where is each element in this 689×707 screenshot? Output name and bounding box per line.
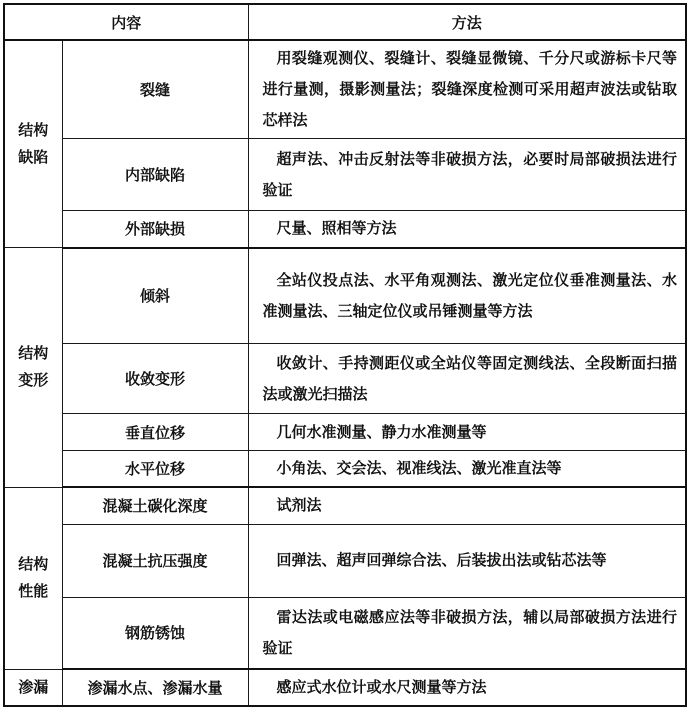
- table-row: [4, 211, 686, 248]
- category-label: 结构 性能: [18, 555, 49, 600]
- method-cell: 小角法、交会法、视准线法、激光准直法等: [248, 451, 686, 488]
- item-cell: 水平位移: [62, 451, 248, 488]
- method-cell: 超声法、冲击反射法等非破损方法，必要时局部破损法进行验证: [248, 139, 686, 211]
- category-leakage: 渗漏: [4, 669, 62, 706]
- table-row: [4, 451, 686, 488]
- category-label: 结构 缺陷: [18, 121, 49, 166]
- item-cell: 渗漏水点、渗漏水量: [62, 669, 248, 706]
- table-row: [4, 597, 686, 669]
- table-row: [4, 344, 686, 414]
- item-cell: 混凝土碳化深度: [62, 487, 248, 524]
- table-row: [4, 669, 686, 706]
- method-cell: 用裂缝观测仪、裂缝计、裂缝显微镜、千分尺或游标卡尺等进行量测，摄影测量法；裂缝深度检测可采用超声波法或钻取芯样法: [248, 40, 686, 139]
- header-content: 内容: [4, 4, 248, 40]
- method-cell: 感应式水位计或水尺测量等方法: [248, 669, 686, 706]
- table-row: [4, 139, 686, 211]
- category-label: 结构 变形: [18, 344, 49, 390]
- method-cell: 回弹法、超声回弹综合法、后装拔出法或钻芯法等: [248, 524, 686, 597]
- method-cell: 试剂法: [248, 487, 686, 524]
- table-row: [4, 414, 686, 451]
- item-cell: 倾斜: [62, 248, 248, 344]
- table-row: [4, 40, 686, 139]
- item-cell: 钢筋锈蚀: [62, 597, 248, 669]
- method-cell: 几何水准测量、静力水准测量等: [248, 414, 686, 451]
- table-row: [4, 248, 686, 344]
- table-row: [4, 524, 686, 597]
- category-structural-performance: [4, 487, 62, 669]
- inspection-methods-table: [3, 3, 687, 707]
- item-cell: 混凝土抗压强度: [62, 524, 248, 597]
- method-cell: 收敛计、手持测距仪或全站仪等固定测线法、全段断面扫描法或激光扫描法: [248, 344, 686, 414]
- item-cell: 收敛变形: [62, 344, 248, 414]
- method-cell: 雷达法或电磁感应法等非破损方法，辅以局部破损方法进行验证: [248, 597, 686, 669]
- header-row: [4, 4, 686, 40]
- method-cell: 全站仪投点法、水平角观测法、激光定位仪垂准测量法、水准测量法、三轴定位仪或吊锤测量等方法: [248, 248, 686, 344]
- method-cell: 尺量、照相等方法: [248, 211, 686, 248]
- header-method: 方法: [248, 4, 686, 40]
- item-cell: 内部缺陷: [62, 139, 248, 211]
- category-structural-defect: [4, 40, 62, 248]
- table-row: [4, 487, 686, 524]
- item-cell: 垂直位移: [62, 414, 248, 451]
- category-structural-deformation: [4, 248, 62, 488]
- item-cell: 裂缝: [62, 40, 248, 139]
- item-cell: 外部缺损: [62, 211, 248, 248]
